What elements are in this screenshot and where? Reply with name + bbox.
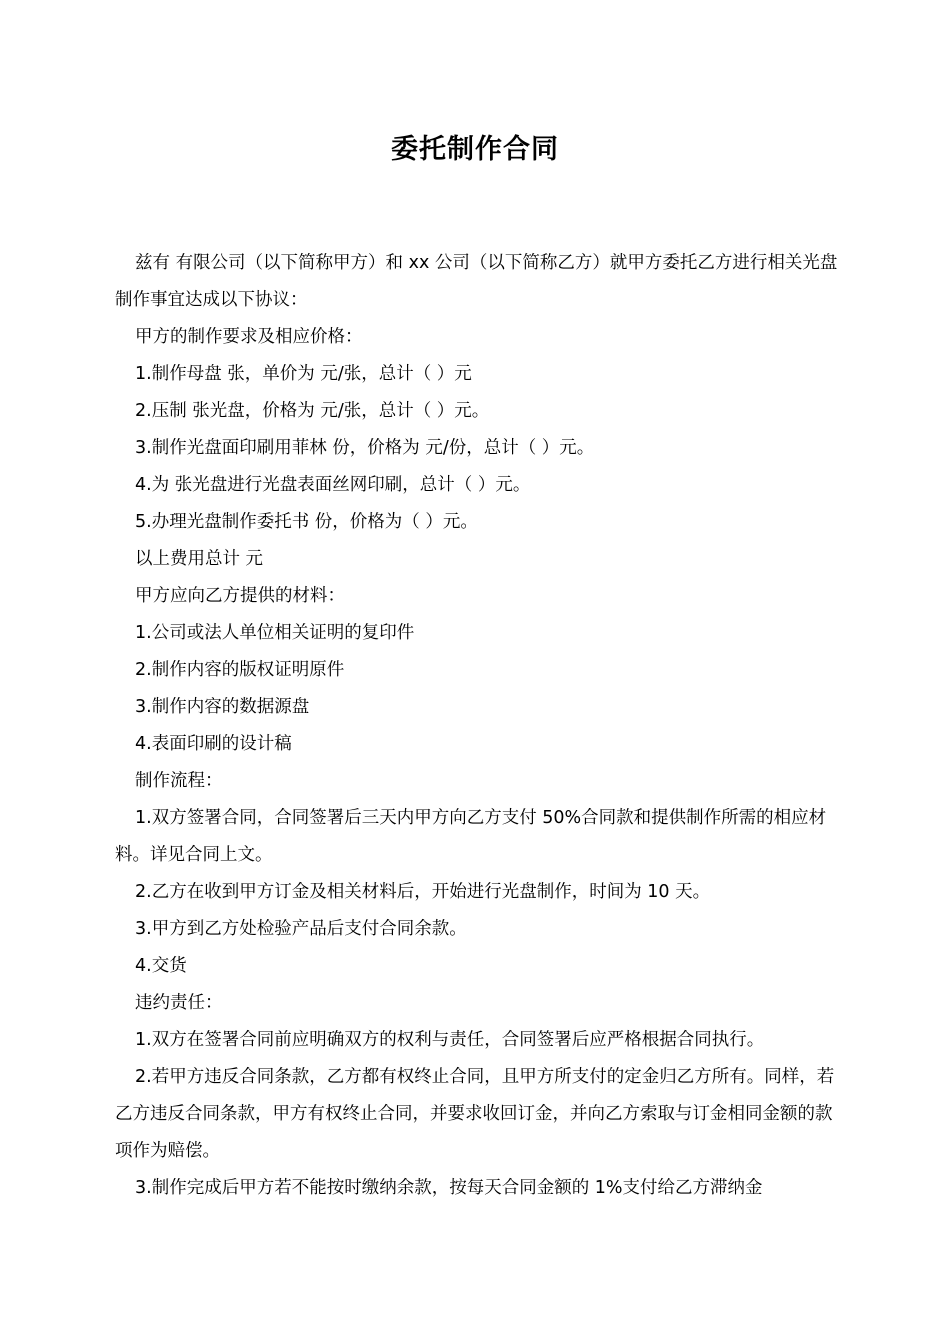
- total-cost-line: 以上费用总计 元: [135, 549, 264, 569]
- material-item: 1.公司或法人单位相关证明的复印件: [135, 623, 415, 643]
- process-item: 3.甲方到乙方处检验产品后支付合同余款。: [135, 919, 467, 939]
- process-item: 1.双方签署合同，合同签署后三天内甲方向乙方支付 50%合同款和提供制作所需的相应材料。详见合同上文。: [115, 808, 827, 865]
- requirement-item: 4.为 张光盘进行光盘表面丝网印刷，总计（ ）元。: [135, 475, 531, 495]
- intro-paragraph: 兹有 有限公司（以下简称甲方）和 xx 公司（以下简称乙方）就甲方委托乙方进行相关光盘制作事宜达成以下协议：: [115, 253, 838, 310]
- section-heading-materials: 甲方应向乙方提供的材料：: [135, 586, 345, 606]
- section-heading-process: 制作流程：: [135, 771, 223, 791]
- requirement-item: 2.压制 张光盘，价格为 元/张，总计（ ）元。: [135, 401, 490, 421]
- material-item: 3.制作内容的数据源盘: [135, 697, 310, 717]
- document-title: 委托制作合同: [391, 134, 559, 165]
- section-heading-requirements: 甲方的制作要求及相应价格：: [135, 327, 363, 347]
- requirement-item: 3.制作光盘面印刷用菲林 份，价格为 元/份，总计（ ）元。: [135, 438, 595, 458]
- liability-item: 1.双方在签署合同前应明确双方的权利与责任，合同签署后应严格根据合同执行。: [135, 1030, 765, 1050]
- liability-item: 3.制作完成后甲方若不能按时缴纳余款，按每天合同金额的 1%支付给乙方滞纳金: [135, 1178, 763, 1198]
- material-item: 4.表面印刷的设计稿: [135, 734, 292, 754]
- document-body: [115, 245, 840, 1207]
- process-item: 2.乙方在收到甲方订金及相关材料后，开始进行光盘制作，时间为 10 天。: [135, 882, 711, 902]
- section-heading-liability: 违约责任：: [135, 993, 223, 1013]
- requirement-item: 1.制作母盘 张，单价为 元/张，总计（ ）元: [135, 364, 472, 384]
- process-item: 4.交货: [135, 956, 187, 976]
- requirement-item: 5.办理光盘制作委托书 份，价格为（ ）元。: [135, 512, 478, 532]
- material-item: 2.制作内容的版权证明原件: [135, 660, 345, 680]
- liability-item: 2.若甲方违反合同条款，乙方都有权终止合同，且甲方所支付的定金归乙方所有。同样，若乙方违反合同条款，甲方有权终止合同，并要求收回订金，并向乙方索取与订金相同金额的款项作为赔偿。: [115, 1067, 835, 1161]
